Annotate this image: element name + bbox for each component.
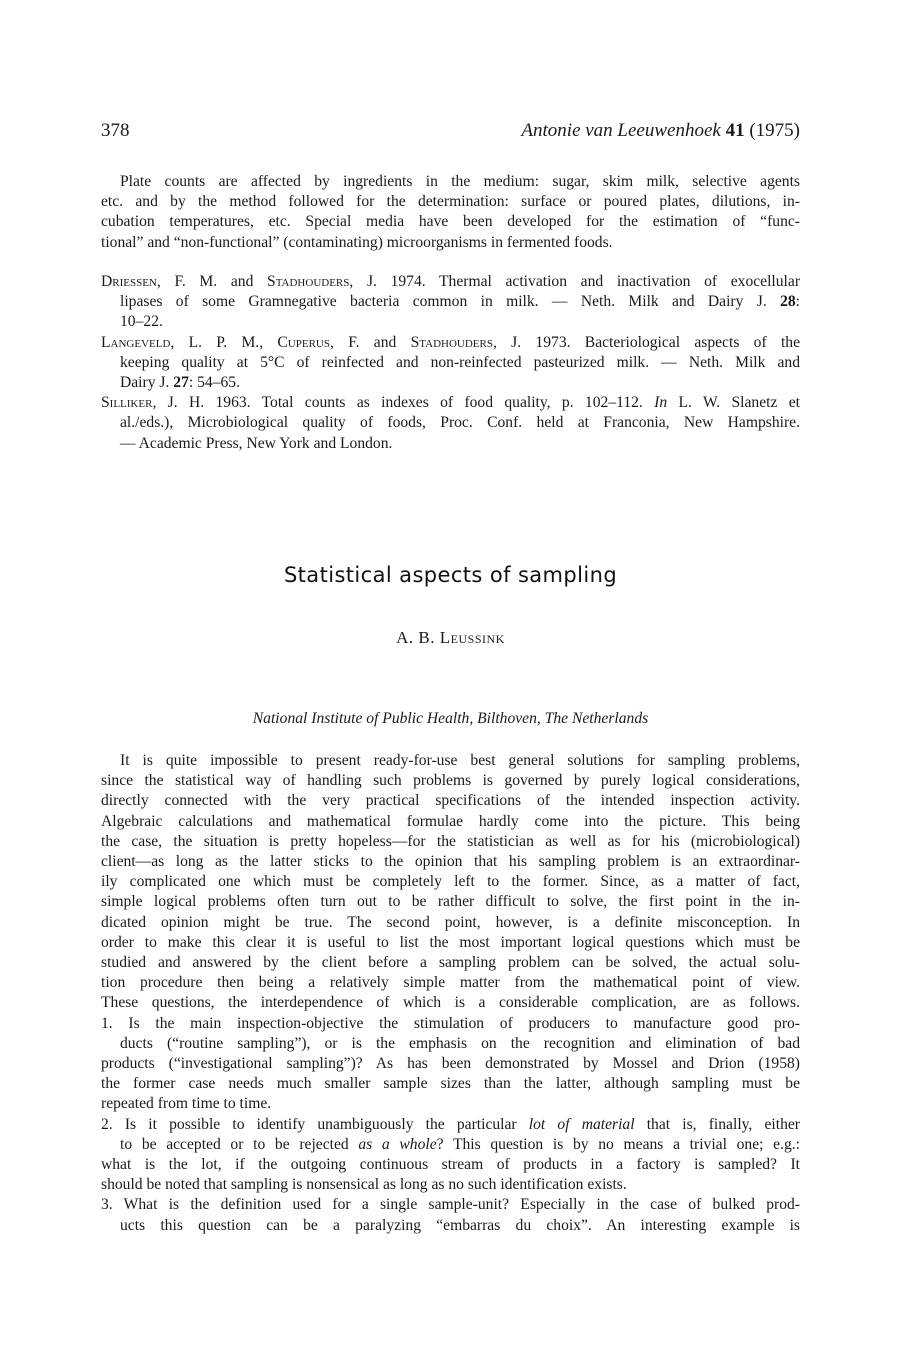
text-run: 2. Is it possible to identify unambiguously the particular [101, 1115, 529, 1133]
reference-line: keeping quality at 5°C of reinfected and non-reinfected pasteurized milk. — Neth. Milk and [120, 353, 800, 371]
reference-text: , F. M. and [156, 273, 268, 290]
text-run: ? This question is by no means a trivial one; e.g.: [436, 1135, 800, 1153]
list-item-line: ucts this question can be a paralyzing “embarras du choix”. An interesting example is [120, 1216, 800, 1234]
reference-volume: 27 [173, 374, 189, 392]
reference-list [101, 272, 800, 454]
text-line: ily complicated one which must be completely left to the former. Since, as a matter of fact, [101, 873, 800, 891]
text-line: simple logical problems often turn out to be rather difficult to solve, the first point in the in- [101, 893, 800, 911]
text-line: cubation temperatures, etc. Special media have been developed for the estimation of “func- [101, 213, 800, 231]
reference-text: : [795, 293, 800, 311]
list-item-line [101, 1135, 800, 1155]
article-body [101, 751, 800, 1236]
reference-author: Cuperus [277, 333, 330, 351]
journal-volume: 41 [725, 120, 745, 141]
reference-line: — Academic Press, New York and London. [120, 434, 393, 452]
text-line: directly connected with the very practical specifications of the intended inspection activity. [101, 792, 800, 810]
reference-volume: 28 [780, 293, 796, 311]
reference-text: lipases of some Gramnegative bacteria common in milk. — Neth. Milk and Dairy J. [120, 293, 781, 311]
list-item-line [101, 1115, 800, 1135]
text-line: Plate counts are affected by ingredients in the medium: sugar, skim milk, selective agents [120, 173, 800, 190]
reference-text: , J. H. 1963. Total counts as indexes of food quality, p. 102–112. [152, 394, 655, 412]
reference-line [101, 333, 800, 353]
reference-author: Driessen [101, 273, 157, 290]
text-line: tional” and “non-functional” (contaminating) microorganisms in fermented foods. [101, 233, 613, 251]
page-number: 378 [101, 120, 130, 141]
reference-line [101, 272, 800, 292]
text-line: Algebraic calculations and mathematical formulae hardly come into the picture. This being [101, 812, 800, 830]
list-item-line: 1. Is the main inspection-objective the stimulation of producers to manufacture good pro- [101, 1014, 800, 1032]
article-author [101, 628, 800, 648]
list-item-line: repeated from time to time. [101, 1095, 272, 1113]
intro-paragraph [101, 172, 800, 253]
reference-text: , F. and [330, 333, 411, 351]
journal-year: (1975) [749, 120, 800, 141]
list-item-line: 3. What is the definition used for a single sample-unit? Especially in the case of bulked prod- [101, 1196, 800, 1214]
reference-text: , J. 1973. Bacteriological aspects of the [492, 333, 801, 351]
reference-text: In [654, 394, 668, 412]
text-run: to be accepted or to be rejected [120, 1135, 359, 1153]
text-line: studied and answered by the client before a sampling problem can be solved, the actual solu- [101, 954, 800, 972]
reference-text: Dairy J. [120, 374, 174, 392]
reference-item [101, 272, 800, 333]
reference-line [101, 393, 800, 413]
author-affiliation: National Institute of Public Health, Bilthoven, The Netherlands [252, 710, 649, 727]
reference-item [101, 393, 800, 454]
text-line: order to make this clear it is useful to list the most important logical questions which must be [101, 933, 800, 951]
list-item-line: ducts (“routine sampling”), or is the emphasis on the recognition and elimination of bad [120, 1034, 800, 1052]
reference-item [101, 333, 800, 394]
reference-text: , L. P. M., [170, 333, 278, 351]
text-line: the case, the situation is pretty hopeless—for the statistician as well as for his (microbiological) [101, 832, 800, 850]
reference-author: Langeveld [101, 333, 171, 351]
reference-line [101, 292, 800, 312]
reference-text: : 54–65. [188, 374, 240, 392]
list-item-line: the former case needs much smaller sample sizes than the latter, although sampling must be [101, 1075, 800, 1093]
running-header [101, 119, 800, 143]
text-line: dicated opinion might be true. The second point, however, is a definite misconception. In [101, 913, 800, 931]
reference-text: L. W. Slanetz et [667, 394, 800, 412]
reference-line: al./eds.), Microbiological quality of foods, Proc. Conf. held at Franconia, New Hampshire. [120, 414, 800, 432]
reference-line [101, 373, 800, 393]
text-line: It is quite impossible to present ready-for-use best general solutions for sampling problems, [120, 752, 800, 769]
list-item-line: should be noted that sampling is nonsensical as long as no such identification exists. [101, 1176, 627, 1194]
emphasis-text: lot of material [528, 1115, 635, 1133]
list-item-line: what is the lot, if the outgoing continuous stream of products in a factory is sampled? It [101, 1156, 800, 1174]
text-line: since the statistical way of handling such problems is governed by purely logical considerations, [101, 772, 800, 790]
reference-line: 10–22. [120, 313, 163, 331]
article-title: Statistical aspects of sampling [283, 563, 618, 587]
reference-author: Silliker [101, 394, 153, 412]
author-initials: A. B. [396, 628, 440, 647]
journal-citation [521, 119, 800, 143]
journal-name: Antonie van Leeuwenhoek [521, 120, 721, 141]
text-run: that is, finally, either [634, 1115, 800, 1133]
text-line: These questions, the interdependence of which is a considerable complication, are as follows. [101, 994, 800, 1012]
emphasis-text: as a whole [358, 1135, 437, 1153]
text-line: client—as long as the latter sticks to the opinion that his sampling problem is an extraordinar- [101, 853, 800, 871]
list-item-line: products (“investigational sampling”)? As has been demonstrated by Mossel and Drion (1958) [101, 1055, 800, 1073]
reference-author: Stadhouders [267, 273, 350, 290]
author-surname: Leussink [439, 628, 505, 647]
text-line: etc. and by the method followed for the determination: surface or poured plates, dilutions, in- [101, 193, 800, 211]
reference-text: , J. 1974. Thermal activation and inactivation of exocellular [349, 273, 801, 290]
text-line: tion procedure then being a relatively simple matter from the mathematical point of view. [101, 974, 800, 992]
reference-author: Stadhouders [410, 333, 493, 351]
